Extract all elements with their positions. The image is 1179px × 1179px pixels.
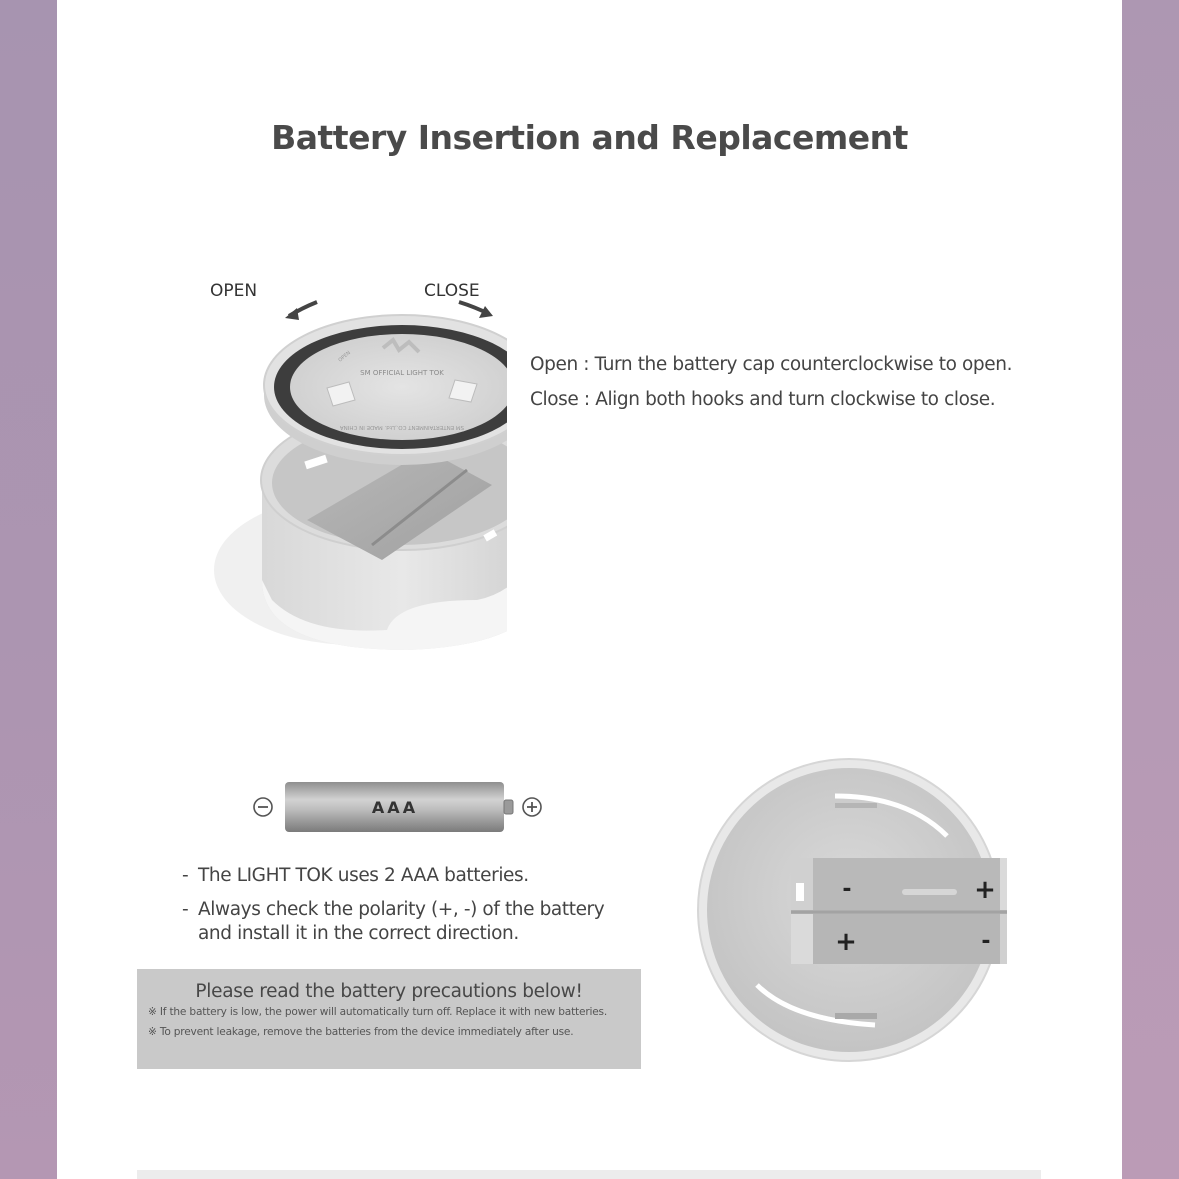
close-label: CLOSE: [424, 281, 480, 301]
left-side-panel: [0, 0, 57, 1179]
battery-holder-illustration: [697, 758, 1007, 1068]
page-title: Battery Insertion and Replacement: [271, 118, 908, 157]
battery-type-label: AAA: [371, 798, 419, 817]
holder-mark-bottom-left: +: [835, 927, 857, 957]
precaution-item: ※ If the battery is low, the power will automatically turn off. Replace it with new batteries.: [148, 1006, 608, 1018]
battery-nub: [504, 800, 513, 814]
battery-precautions-box: [137, 969, 641, 1069]
cap-brand-engraving: SM OFFICIAL LIGHT TOK: [360, 369, 444, 377]
aaa-battery-illustration: [250, 778, 550, 834]
device-cap-illustration: [187, 280, 507, 660]
open-instruction: Open : Turn the battery cap counterclockwise to open.: [530, 354, 1013, 375]
battery-note: - The LIGHT TOK uses 2 AAA batteries.: [182, 865, 529, 886]
precaution-item: ※ To prevent leakage, remove the batteries from the device immediately after use.: [148, 1026, 574, 1038]
cap-open-engraving: OPEN: [337, 350, 352, 364]
cap-instructions: [530, 351, 1012, 421]
battery-notes: [182, 864, 604, 956]
holder-mark-top-left: -: [842, 877, 852, 902]
bottom-divider: [137, 1170, 1041, 1179]
cap-footer-engraving: SM ENTERTAINMENT CO.,Ltd. MADE IN CHINA: [339, 424, 465, 430]
precautions-title: Please read the battery precautions below!: [195, 981, 583, 1002]
open-arrowhead-icon: [285, 308, 299, 320]
battery-note: - Always check the polarity (+, -) of the battery and install it in the correct direction.: [182, 899, 605, 944]
holder-mark-bottom-right: -: [981, 929, 991, 954]
product-manual-page: [57, 0, 1122, 1179]
right-side-panel: [1122, 0, 1179, 1179]
close-instruction: Close : Align both hooks and turn clockwise to close.: [530, 389, 996, 410]
holder-mark-top-right: +: [974, 875, 996, 905]
open-label: OPEN: [210, 281, 258, 301]
